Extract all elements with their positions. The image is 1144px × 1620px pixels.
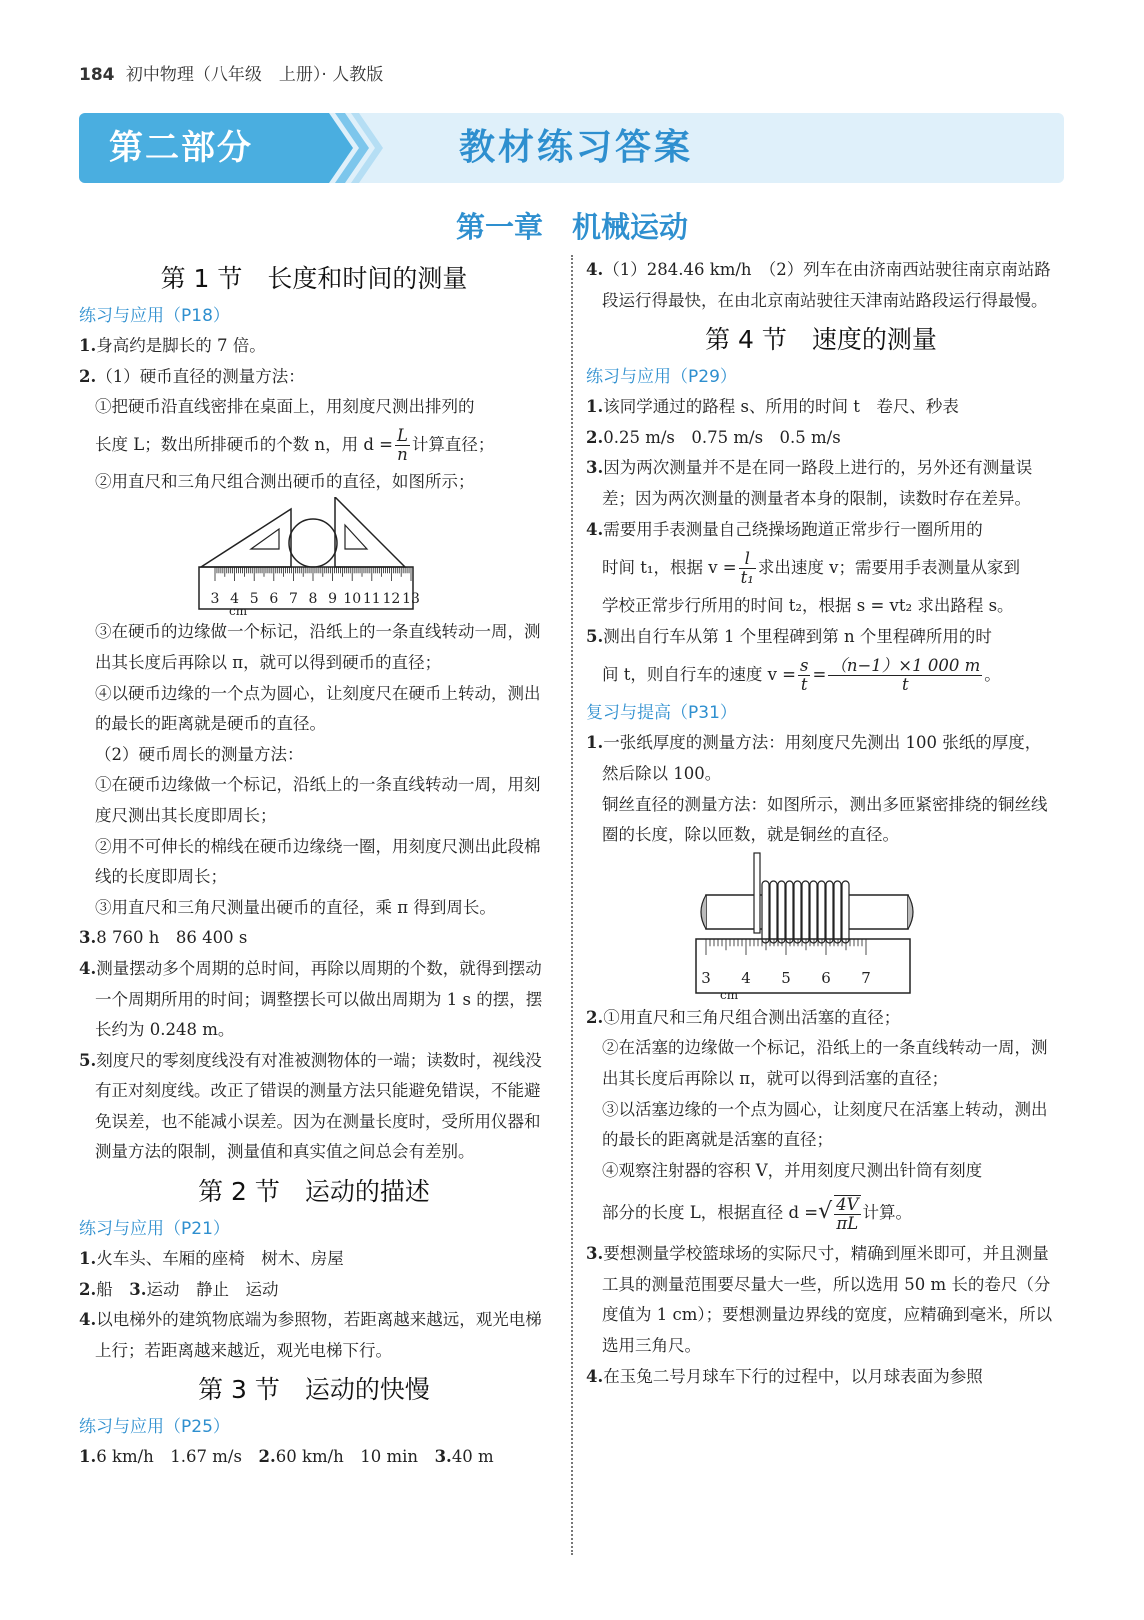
section-title: 第 1 节 长度和时间的测量	[160, 264, 468, 293]
coil-turn	[786, 881, 793, 943]
fraction: $\frac{L}{n}$	[396, 425, 408, 464]
ruler-tick-label: 7	[861, 968, 871, 987]
coin-ruler-diagram	[79, 497, 549, 617]
unit-label: cm	[229, 604, 248, 618]
ruler-tick-label: 4	[741, 968, 751, 987]
ruler-tick-label: 5	[781, 968, 791, 987]
list-item: ④以硬币边缘的一个点为圆心，让刻度尺在硬币上转动，测出的最长的距离就是硬币的直径。	[95, 683, 541, 734]
page-header	[79, 60, 383, 85]
ruler-tick-label: 8	[308, 591, 318, 608]
coil-turn	[794, 881, 801, 943]
list-item: 4.需要用手表测量自己绕操场跑道正常步行一圈所用的	[586, 519, 983, 539]
list-item: 3.要想测量学校篮球场的实际尺寸，精确到厘米即可，并且测量工具的测量范围要尽量大一些，所以选用 50 m 长的卷尺（分度值为 1 cm）；要想测量边界线的宽度，应精确到毫米，所以选用三角尺。	[586, 1244, 1053, 1356]
exercise-heading: 复习与提高（P31）	[586, 703, 737, 724]
list-item: 5.测出自行车从第 1 个里程碑到第 n 个里程碑所用的时	[586, 626, 992, 646]
list-item: ①在硬币边缘做一个标记，沿纸上的一条直线转动一周，用刻度尺测出其长度即周长；	[95, 775, 541, 825]
fraction: $\frac{4V}{\pi L}$	[836, 1194, 859, 1233]
coil-turn	[802, 881, 809, 943]
list-item: 4.在玉兔二号月球车下行的过程中，以月球表面为参照	[586, 1366, 983, 1386]
list-item: ②用直尺和三角尺组合测出硬币的直径，如图所示；	[95, 471, 475, 491]
coil-turn	[834, 881, 841, 943]
list-item: ④观察注射器的容积 V，并用刻度尺测出针筒有刻度	[602, 1160, 983, 1180]
unit-label: cm	[720, 987, 739, 1002]
list-item: 4.以电梯外的建筑物底端为参照物，若距离越来越远，观光电梯上行；若距离越来越近，观光电梯下行。	[79, 1310, 542, 1360]
section-title: 第 4 节 速度的测量	[705, 325, 937, 355]
list-item: 1.6 km/h 1.67 m/s 2.60 km/h 10 min 3.40 m	[79, 1447, 494, 1467]
fraction: $\frac{l}{\text{t₁}}$	[740, 549, 754, 588]
formula-line: 长度 L；数出所排硬币的个数 n，用 d = $\frac{L}{n}$ 计算直径；	[95, 425, 495, 464]
section-title: 第 2 节 运动的描述	[198, 1177, 430, 1207]
list-item: 4.（1）284.46 km/h （2）列车在由济南西站驶往南京南站路段运行得最快，在由北京南站驶往天津南站路段运行得最慢。	[586, 260, 1051, 310]
list-item: ①把硬币沿直线密排在桌面上，用刻度尺测出排列的	[95, 397, 475, 417]
chapter-title: 第一章 机械运动	[455, 210, 688, 244]
ruler-tick-label: 7	[288, 591, 298, 608]
ruler-tick-label: 12	[382, 591, 401, 608]
list-item: 1.火车头、车厢的座椅 树木、房屋	[79, 1249, 344, 1269]
coin-ruler-figure	[79, 497, 549, 617]
list-item: （2）硬币周长的测量方法：	[95, 744, 304, 764]
list-item: 2.船 3.运动 静止 运动	[79, 1279, 279, 1299]
fraction: $\frac{s}{t}$	[800, 656, 809, 695]
list-item: 3.因为两次测量并不是在同一路段上进行的，另外还有测量误差；因为两次测量的测量者本身的限制，读数时存在差异。	[586, 458, 1033, 508]
exercise-heading: 练习与应用（P21）	[79, 1219, 230, 1240]
ruler-tick-label: 13	[402, 591, 420, 608]
left-column	[79, 255, 549, 1473]
book-title: 初中物理（八年级 上册）· 人教版	[125, 65, 384, 85]
ruler-tick-label: 6	[821, 968, 831, 987]
list-item: 2.0.25 m/s 0.75 m/s 0.5 m/s	[586, 427, 841, 447]
list-item: ③用直尺和三角尺测量出硬币的直径，乘 π 得到周长。	[95, 897, 496, 917]
list-item: 2.①用直尺和三角尺组合测出活塞的直径；	[586, 1007, 901, 1027]
formula-line: 间 t，则自行车的速度 v = $\frac{s}{t}$ = $\frac{(n-1)\times 1 000 m}{t}$ 。	[602, 656, 1001, 695]
coil-turn	[826, 881, 833, 943]
list-item: ②在活塞的边缘做一个标记，沿纸上的一条直线转动一周，测出其长度后再除以 π，就可以得到活塞的直径；	[602, 1038, 1048, 1088]
exercise-heading: 练习与应用（P18）	[79, 306, 230, 326]
ruler-tick-label: 3	[210, 591, 220, 608]
ruler-tick-label: 6	[269, 591, 279, 608]
page-number: 184	[79, 65, 115, 85]
fraction: $\frac{(n-1)\times 1 000 m}{t}$	[830, 656, 981, 695]
formula-line: 部分的长度 L，根据直径 d =√ $\frac{4V}{\pi L}$ 计算。	[602, 1194, 913, 1233]
right-column	[586, 255, 1056, 1392]
ruler-tick-label: 3	[701, 968, 711, 987]
list-item: 5.刻度尺的零刻度线没有对准被测物体的一端；读数时，视线没有正对刻度线。改正了错误的测量方法只能避免错误，不能避免误差，也不能减小误差。因为在测量长度时，受所用仪器和测量方法的限制，测量值和真实值之间总会有差别。	[79, 1050, 542, 1162]
coil-turn	[810, 881, 817, 943]
exercise-heading: 练习与应用（P25）	[79, 1417, 230, 1438]
list-item: 1.该同学通过的路程 s、所用的时间 t 卷尺、秒表	[586, 397, 959, 417]
ruler-tick-label: 4	[230, 591, 240, 608]
list-item: 2.（1）硬币直径的测量方法：	[79, 366, 305, 386]
list-item: ③以活塞边缘的一个点为圆心，让刻度尺在活塞上转动，测出的最长的距离就是活塞的直径；	[602, 1099, 1048, 1150]
banner-title: 教材练习答案	[459, 127, 694, 168]
part-label: 第二部分	[79, 113, 329, 183]
ruler-tick-label: 9	[328, 591, 338, 608]
copper-coil-diagram	[586, 851, 1056, 1003]
list-item: 铜丝直径的测量方法：如图所示，测出多匝紧密排绕的铜丝线圈的长度，除以匝数，就是铜丝的直径。	[602, 794, 1048, 845]
coil-turn	[770, 881, 777, 943]
list-item: 1.一张纸厚度的测量方法：用刻度尺先测出 100 张纸的厚度，然后除以 100。	[586, 733, 1042, 783]
coil-turn	[818, 881, 825, 943]
ruler-tick-label: 5	[249, 591, 259, 608]
section-title: 第 3 节 运动的快慢	[198, 1375, 430, 1405]
exercise-heading: 练习与应用（P29）	[586, 367, 737, 388]
formula-line: 时间 t₁，根据 v = $\frac{l}{\text{t₁}}$ 求出速度 v；需要用手表测量从家到	[602, 549, 1020, 588]
list-item: ③在硬币的边缘做一个标记，沿纸上的一条直线转动一周，测出其长度后再除以 π，就可以得到硬币的直径；	[95, 622, 541, 672]
list-item: 学校正常步行所用的时间 t₂，根据 s = vt₂ 求出路程 s。	[602, 596, 1014, 616]
list-item: 4.测量摆动多个周期的总时间，再除以周期的个数，就得到摆动一个周期所用的时间；调整摆长可以做出周期为 1 s 的摆，摆长约为 0.248 m。	[79, 958, 543, 1040]
coil-turn	[842, 881, 849, 943]
coil-turn	[778, 881, 785, 943]
chevron-arrows-icon	[329, 113, 389, 183]
copper-coil-figure	[586, 851, 1056, 1003]
part-banner	[79, 113, 1064, 183]
ruler-tick-label: 10	[343, 591, 362, 608]
coil-turn	[762, 881, 769, 943]
list-item: 3.8 760 h 86 400 s	[79, 928, 248, 948]
list-item: ②用不可伸长的棉线在硬币边缘绕一圈，用刻度尺测出此段棉线的长度即周长；	[95, 836, 541, 887]
list-item: 1.身高约是脚长的 7 倍。	[79, 336, 266, 355]
ruler-tick-label: 11	[362, 591, 381, 608]
column-divider	[571, 255, 573, 1555]
